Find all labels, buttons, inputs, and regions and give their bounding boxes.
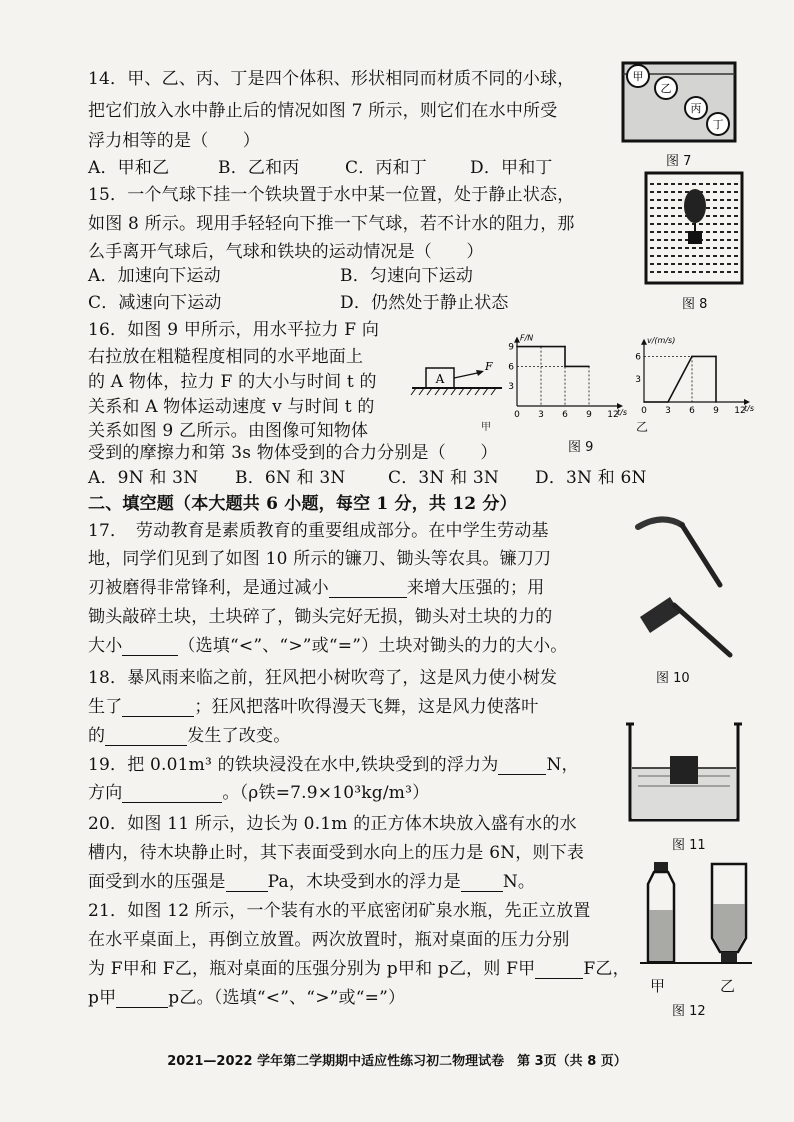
q16-line3: 的 A 物体，拉力 F 的大小与时间 t 的	[88, 372, 377, 392]
q17-blank-1[interactable]	[329, 581, 407, 598]
q18-blank-2[interactable]	[105, 729, 187, 746]
x-tick-label: 12	[734, 406, 746, 416]
data-point	[715, 401, 717, 403]
y-axis-label: F/N	[520, 333, 534, 343]
figure-12-jia-label: 甲	[650, 977, 666, 995]
figure-10-tools	[630, 505, 740, 660]
x-tick-label: 6	[562, 410, 568, 420]
q21-line2: 在水平桌面上，再倒立放置。两次放置时，瓶对桌面的压力分别	[88, 930, 570, 950]
figure-12-bottles	[640, 860, 752, 972]
q17-line3	[88, 578, 544, 598]
q18-line2-b: ；狂风把落叶吹得漫天飞舞，这是风力使落叶	[194, 697, 539, 717]
q21-line3	[88, 959, 630, 979]
figure-11-caption: 图 11	[672, 838, 706, 853]
q17-line3-a: 刃被磨得非常锋利，是通过减小	[88, 578, 329, 598]
q14-line2: 把它们放入水中静止后的情况如图 7 所示，则它们在水中所受	[88, 101, 558, 121]
q16-option-d: D．3N 和 6N	[535, 468, 647, 488]
q20-line2: 槽内，待木块静止时，其下表面受到水向上的压力是 6N，则下表	[88, 843, 585, 863]
data-point	[540, 346, 542, 348]
q18-line2-a: 生了	[88, 697, 123, 717]
figure-7-caption: 图 7	[666, 154, 692, 169]
figure-9-yi-label: 乙	[636, 420, 649, 434]
q15-option-a: A．加速向下运动	[88, 266, 221, 286]
q14-option-d: D．甲和丁	[470, 158, 553, 178]
y-axis-label: v/(m/s)	[647, 335, 676, 345]
series-line	[517, 347, 589, 367]
q21-line4-a: p甲	[88, 988, 117, 1008]
ball-jia-label: 甲	[632, 70, 644, 83]
q20-line3-b: Pa，木块受到水的浮力是	[267, 872, 461, 892]
q17-line4: 锄头敲碎土块，土块碎了，锄头完好无损，锄头对土块的力的	[88, 607, 553, 627]
data-point	[588, 366, 590, 368]
q16-option-a: A．9N 和 3N	[88, 468, 199, 488]
q18-line2	[88, 697, 538, 717]
q17-line5	[88, 636, 567, 656]
ball-bing-label: 丙	[690, 102, 702, 115]
wood-block	[670, 756, 698, 784]
figure-9-jia-block	[410, 358, 506, 408]
data-point	[643, 401, 645, 403]
series-line	[644, 356, 716, 402]
q19-line1-a: 19．把 0.01m³ 的铁块浸没在水中,铁块受到的浮力为	[88, 755, 499, 775]
chart-force-time	[505, 328, 625, 420]
q14-option-c: C．丙和丁	[345, 158, 428, 178]
iron-block	[688, 231, 702, 244]
q16-line2: 右拉放在粗糙程度相同的水平地面上	[88, 347, 364, 367]
x-tick-label: 12	[607, 410, 619, 420]
q19-blank-2[interactable]	[122, 786, 222, 803]
q15-option-d: D．仍然处于静止状态	[340, 293, 509, 313]
data-point	[715, 356, 717, 358]
ball-ding-label: 丁	[712, 118, 724, 131]
x-tick-label: 0	[514, 410, 520, 420]
q21-line3-a: 为 F甲和 F乙，瓶对桌面的压强分别为 p甲和 p乙，则 F甲	[88, 959, 536, 979]
x-tick-label: 3	[665, 406, 671, 416]
x-tick-label: 0	[641, 406, 647, 416]
q21-blank-1[interactable]	[535, 962, 583, 979]
q16-option-b: B．6N 和 3N	[235, 468, 346, 488]
q14-line1: 14．甲、乙、丙、丁是四个体积、形状相同而材质不同的小球，	[88, 69, 575, 89]
section-2-heading: 二、填空题（本大题共 6 小题，每空 1 分，共 12 分）	[88, 494, 517, 514]
q16-line4: 关系和 A 物体运动速度 v 与时间 t 的	[88, 397, 375, 417]
ball-yi-label: 乙	[660, 82, 672, 95]
q17-line3-b: 来增大压强的；用	[406, 578, 545, 598]
y-tick-label: 3	[635, 375, 641, 386]
y-tick-label: 9	[508, 342, 514, 353]
figure-12-caption: 图 12	[672, 1004, 706, 1019]
q21-line3-b: F乙，	[583, 959, 630, 979]
q15-line3: 么手离开气球后，气球和铁块的运动情况是（ ）	[88, 242, 484, 262]
sickle-blade	[638, 519, 682, 527]
q17-line5-b: （选填“<”、“>”或“=”）土块对锄头的力的大小。	[178, 636, 568, 656]
q16-line1: 16．如图 9 甲所示，用水平拉力 F 向	[88, 320, 380, 340]
balloon	[684, 189, 706, 223]
q19-line2	[88, 783, 429, 803]
q15-option-b: B．匀速向下运动	[340, 266, 474, 286]
q14-option-a: A．甲和乙	[88, 158, 170, 178]
q14-option-b: B．乙和丙	[218, 158, 300, 178]
q19-line2-a: 方向	[88, 783, 123, 803]
q20-line3-a: 面受到水的压强是	[88, 872, 226, 892]
figure-7-container-balls	[620, 60, 740, 146]
chart-velocity-time	[630, 326, 754, 420]
data-point	[564, 366, 566, 368]
data-point	[667, 401, 669, 403]
x-axis-label: t/s	[744, 404, 754, 413]
q21-blank-2[interactable]	[116, 991, 168, 1008]
sickle-handle	[682, 525, 720, 585]
q19-line1	[88, 755, 579, 775]
bottle-jia-cap	[654, 862, 668, 872]
figure-8-balloon-in-water	[643, 170, 745, 288]
q14-line3: 浮力相等的是（ ）	[88, 131, 260, 151]
block-a-label: A	[435, 372, 445, 386]
x-tick-label: 9	[713, 406, 719, 416]
q20-line3	[88, 872, 535, 892]
q15-line2: 如图 8 所示。现用手轻轻向下推一下气球，若不计水的阻力，那	[88, 214, 575, 234]
x-tick-label: 9	[586, 410, 592, 420]
q17-line1: 17． 劳动教育是素质教育的重要组成部分。在中学生劳动基	[88, 521, 549, 541]
figure-9-jia-label: 甲	[481, 422, 491, 433]
q18-line3	[88, 726, 290, 746]
data-point	[691, 356, 693, 358]
q19-line2-b: 。（ρ铁=7.9×10³kg/m³）	[222, 783, 430, 803]
q17-blank-2[interactable]	[122, 639, 178, 656]
figure-8-caption: 图 8	[682, 297, 708, 312]
q18-blank-1[interactable]	[122, 700, 194, 717]
q20-line1: 20．如图 11 所示，边长为 0.1m 的正方体木块放入盛有水的水	[88, 814, 577, 834]
y-tick-label: 6	[508, 362, 514, 373]
hoe-head	[640, 597, 680, 633]
q17-line5-a: 大小	[88, 636, 123, 656]
q20-blank-2[interactable]	[461, 875, 503, 892]
bottle-yi-cap	[721, 952, 737, 962]
q16-line6: 受到的摩擦力和第 3s 物体受到的合力分别是（ ）	[88, 443, 498, 463]
q19-blank-1[interactable]	[498, 758, 546, 775]
q16-option-c: C．3N 和 3N	[388, 468, 499, 488]
q17-line2: 地，同学们见到了如图 10 所示的镰刀、锄头等农具。镰刀刀	[88, 549, 552, 569]
x-axis-label: t/s	[617, 408, 627, 417]
q20-line3-c: N。	[502, 872, 536, 892]
q20-blank-1[interactable]	[226, 875, 268, 892]
q18-line1: 18．暴风雨来临之前，狂风把小树吹弯了，这是风力使小树发	[88, 668, 558, 688]
figure-9-caption: 图 9	[568, 440, 594, 455]
y-tick-label: 3	[508, 382, 514, 393]
x-tick-label: 3	[538, 410, 544, 420]
force-f-label: F	[485, 360, 493, 373]
figure-12-yi-label: 乙	[720, 977, 736, 995]
figure-11-wood-block-tank	[624, 720, 744, 828]
y-tick-label: 6	[635, 352, 641, 363]
q18-line3-a: 的	[88, 726, 106, 746]
data-point	[564, 346, 566, 348]
hoe-handle	[674, 605, 730, 655]
data-point	[516, 346, 518, 348]
q21-line1: 21．如图 12 所示，一个装有水的平底密闭矿泉水瓶，先正立放置	[88, 901, 591, 921]
page-footer: 2021—2022 学年第二学期期中适应性练习初二物理试卷 第 3页（共 8 页）	[167, 1054, 627, 1069]
q21-line4-b: p乙。（选填“<”、“>”或“=”）	[168, 988, 406, 1008]
q19-line1-b: N，	[546, 755, 579, 775]
q18-line3-b: 发生了改变。	[187, 726, 291, 746]
x-tick-label: 6	[689, 406, 695, 416]
q21-line4	[88, 988, 405, 1008]
q15-line1: 15．一个气球下挂一个铁块置于水中某一位置，处于静止状态，	[88, 185, 575, 205]
q16-line5: 关系如图 9 乙所示。由图像可知物体	[88, 421, 369, 441]
q15-option-c: C．减速向下运动	[88, 293, 222, 313]
figure-10-caption: 图 10	[656, 671, 690, 686]
